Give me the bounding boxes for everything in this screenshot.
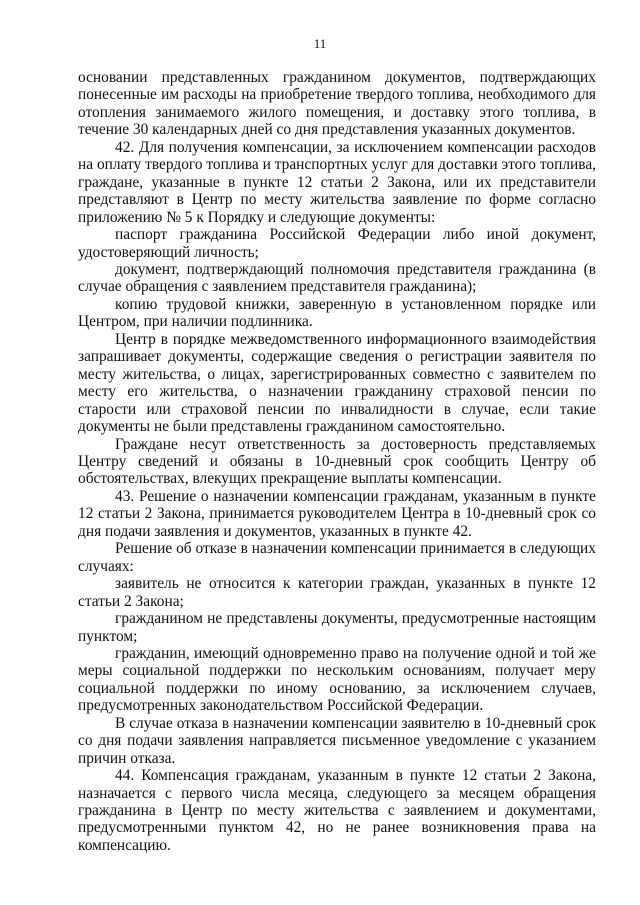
page-number: 11	[313, 36, 327, 51]
paragraph-interagency-request: Центр в порядке межведомственного информационного взаимодействия запрашивает документы, содержащие сведения о регистрации заявителя по месту жительства, о лицах, зарегистрированных совместно с заявителем по месту его жительства, о назначении гражданину страховой пенсии по старости или страховой пенсии по инвалидности в случае, если такие документы не были представлены гражданином самостоятельно.	[78, 330, 596, 436]
paragraph-passport: паспорт гражданина Российской Федерации либо иной документ, удостоверяющий личность;	[78, 226, 596, 261]
paragraph-work-book-copy: копию трудовой книжки, заверенную в установленном порядке или Центром, при наличии подлинника.	[78, 295, 596, 331]
paragraph-refusal-documents: гражданином не представлены документы, предусмотренные настоящим пунктом;	[78, 610, 596, 645]
paragraph-item-43: 43. Решение о назначении компенсации гражданам, указанным в пункте 12 статьи 2 Закона, принимается руководителем Центра в 10-дневный срок со дня подачи заявления и документов, указанных в пункте 42.	[78, 487, 596, 540]
paragraph-representative-document: документ, подтверждающий полномочия представителя гражданина (в случае обращения с заявлением представителя гражданина);	[78, 260, 596, 296]
document-body	[78, 69, 596, 854]
paragraph-item-42: 42. Для получения компенсации, за исключением компенсации расходов на оплату твердого топлива и транспортных услуг для доставки этого топлива, граждане, указанные в пункте 12 статьи 2 Закона, или их представители представляют в Центр по месту жительства заявление по форме согласно приложению № 5 к Порядку и следующие документы:	[78, 138, 596, 226]
paragraph-item-44: 44. Компенсация гражданам, указанным в пункте 12 статьи 2 Закона, назначается с первого числа месяца, следующего за месяцем обращения гражданина в Центр по месту жительства с заявлением и документами, предусмотренными пунктом 42, но не ранее возникновения права на компенсацию.	[78, 767, 596, 854]
paragraph-citizen-responsibility: Граждане несут ответственность за достоверность представляемых Центру сведений и обязаны в 10-дневный срок сообщить Центру об обстоятельствах, влекущих прекращение выплаты компенсации.	[78, 435, 596, 488]
paragraph-continuation: основании представленных гражданином документов, подтверждающих понесенные им расходы на приобретение твердого топлива, необходимого для отопления занимаемого жилого помещения, и доставку этого топлива, в течение 30 календарных дней со дня представления указанных документов.	[78, 69, 596, 139]
paragraph-refusal-category: заявитель не относится к категории граждан, указанных в пункте 12 статьи 2 Закона;	[78, 575, 596, 610]
paragraph-refusal-other-basis: гражданин, имеющий одновременно право на получение одной и той же меры социальной поддержки по нескольким основаниям, получает меру социальной поддержки по иному основанию, за исключением случаев, предусмотренных законодательством Российской Федерации.	[78, 644, 596, 715]
paragraph-refusal-cases: Решение об отказе в назначении компенсации принимается в следующих случаях:	[78, 540, 596, 575]
paragraph-refusal-notice: В случае отказа в назначении компенсации заявителю в 10-дневный срок со дня подачи заявления направляется письменное уведомление с указанием причин отказа.	[78, 714, 596, 767]
